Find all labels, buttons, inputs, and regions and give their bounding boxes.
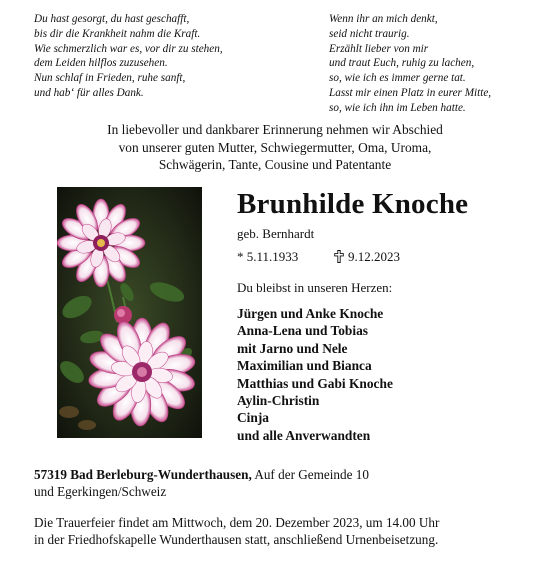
poem-right-line: so, wie ich ihn im Leben hatte.: [329, 101, 466, 114]
mourner-line: und alle Anverwandten: [237, 427, 371, 443]
intro-line: von unserer guten Mutter, Schwiegermutter, Oma, Uroma,: [118, 139, 432, 155]
funeral-info: [34, 514, 439, 548]
address-block: [34, 466, 369, 500]
poem-left-line: bis dir die Krankheit nahm die Kraft.: [34, 27, 201, 40]
cross-icon: [334, 250, 344, 263]
funeral-line: Die Trauerfeier findet am Mittwoch, dem 20. Dezember 2023, um 14.00 Uhr: [34, 515, 440, 530]
poem-left-line: Du hast gesorgt, du hast geschafft,: [34, 13, 190, 25]
address-line-2: und Egerkingen/Schweiz: [34, 484, 167, 499]
mourner-line: Matthias und Gabi Knoche: [237, 375, 393, 391]
mourner-line: Jürgen und Anke Knoche: [237, 306, 384, 321]
address-street: Auf der Gemeinde 10: [251, 467, 369, 482]
birth-date: * 5.11.1933: [237, 249, 299, 264]
poem-left-line: Nun schlaf in Frieden, ruhe sanft,: [34, 72, 186, 85]
poem-right-line: so, wie ich es immer gerne tat.: [329, 72, 466, 85]
poem-left-line: Wie schmerzlich war es, vor dir zu stehen,: [34, 42, 223, 55]
life-dates: [237, 249, 400, 265]
poem-right-line: Lasst mir einen Platz in eurer Mitte,: [329, 86, 492, 99]
address-city: 57319 Bad Berleburg-Wunderthausen,: [34, 467, 252, 482]
mourner-line: mit Jarno und Nele: [237, 340, 348, 356]
mourners-list: [237, 305, 393, 444]
poem-right-line: Wenn ihr an mich denkt,: [329, 13, 438, 25]
poem-right: [329, 12, 491, 116]
poem-right-line: Erzählt lieber von mir: [329, 42, 429, 55]
funeral-line: in der Friedhofskapelle Wunderthausen statt, anschließend Urnenbeisetzung.: [34, 532, 439, 547]
poem-left: [34, 12, 223, 101]
mourner-line: Anna-Lena und Tobias: [237, 323, 369, 339]
deceased-name: Brunhilde Knoche: [237, 188, 469, 220]
death-date: 9.12.2023: [348, 249, 400, 264]
address-line-1: [34, 466, 369, 483]
birth-name: geb. Bernhardt: [237, 226, 315, 241]
mourner-line: Aylin-Christin: [237, 393, 320, 409]
poem-left-line: und hab‘ für alles Dank.: [34, 86, 144, 99]
mourner-line: Cinja: [237, 410, 269, 426]
poem-right-line: seid nicht traurig.: [329, 27, 410, 40]
intro-text: [0, 121, 550, 174]
poem-left-line: dem Leiden hilflos zuzusehen.: [34, 57, 168, 70]
heart-line: Du bleibst in unseren Herzen:: [237, 280, 393, 295]
intro-line: Schwägerin, Tante, Cousine und Patentante: [158, 157, 392, 172]
death-date-group: [334, 249, 400, 265]
dahlia-photo: [57, 187, 202, 438]
intro-line: In liebevoller und dankbarer Erinnerung nehmen wir Abschied: [107, 122, 443, 137]
poem-right-line: und traut Euch, ruhig zu lachen,: [329, 57, 475, 70]
mourner-line: Maximilian und Bianca: [237, 358, 372, 374]
